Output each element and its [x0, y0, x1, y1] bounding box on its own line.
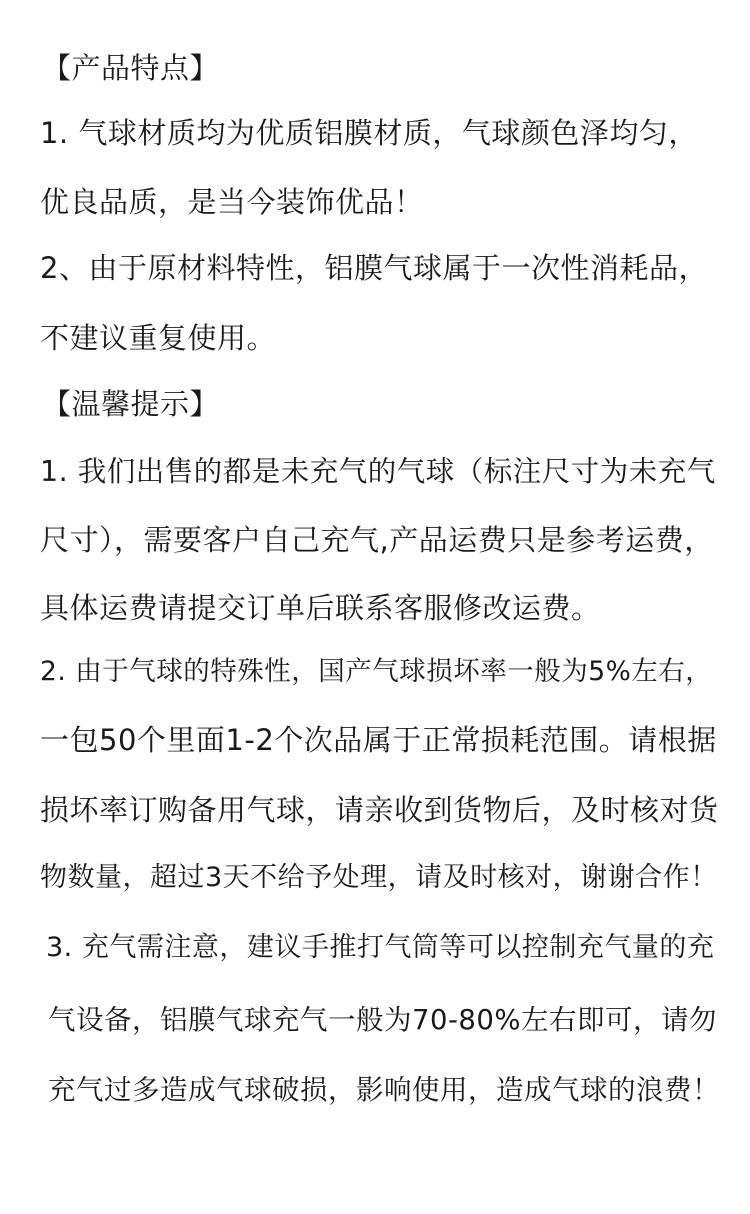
tip-line: 尺寸），需要客户自己充气,产品运费只是参考运费， [40, 523, 714, 557]
section-heading-tips: 【温馨提示】 [42, 387, 220, 421]
tip-line: 物数量，超过3天不给予处理，请及时核对，谢谢合作！ [40, 862, 718, 893]
tip-line: 损坏率订购备用气球，请亲收到货物后，及时核对货 [40, 793, 719, 827]
feature-line: 不建议重复使用。 [40, 321, 277, 355]
tip-line: 气设备，铝膜气球充气一般为70-80%左右即可，请勿 [48, 1004, 718, 1036]
tip-line: 1. 我们出售的都是未充气的气球（标注尺寸为未充气 [40, 455, 716, 488]
feature-line: 优良品质，是当今装饰优品！ [40, 185, 424, 219]
section-heading-features: 【产品特点】 [42, 51, 220, 85]
tip-line: 3. 充气需注意，建议手推打气筒等可以控制充气量的充 [46, 932, 715, 963]
tip-line: 具体运费请提交订单后联系客服修改运费。 [40, 591, 601, 625]
feature-line: 2、由于原材料特性，铝膜气球属于一次性消耗品， [40, 251, 708, 285]
feature-line: 1. 气球材质均为优质铝膜材质，气球颜色泽均匀， [40, 116, 698, 150]
tip-line: 充气过多造成气球破损，影响使用，造成气球的浪费！ [48, 1074, 720, 1106]
tip-line: 一包50个里面1-2个次品属于正常损耗范围。请根据 [40, 723, 717, 757]
tip-line: 2. 由于气球的特殊性，国产气球损坏率一般为5%左右， [40, 656, 713, 687]
